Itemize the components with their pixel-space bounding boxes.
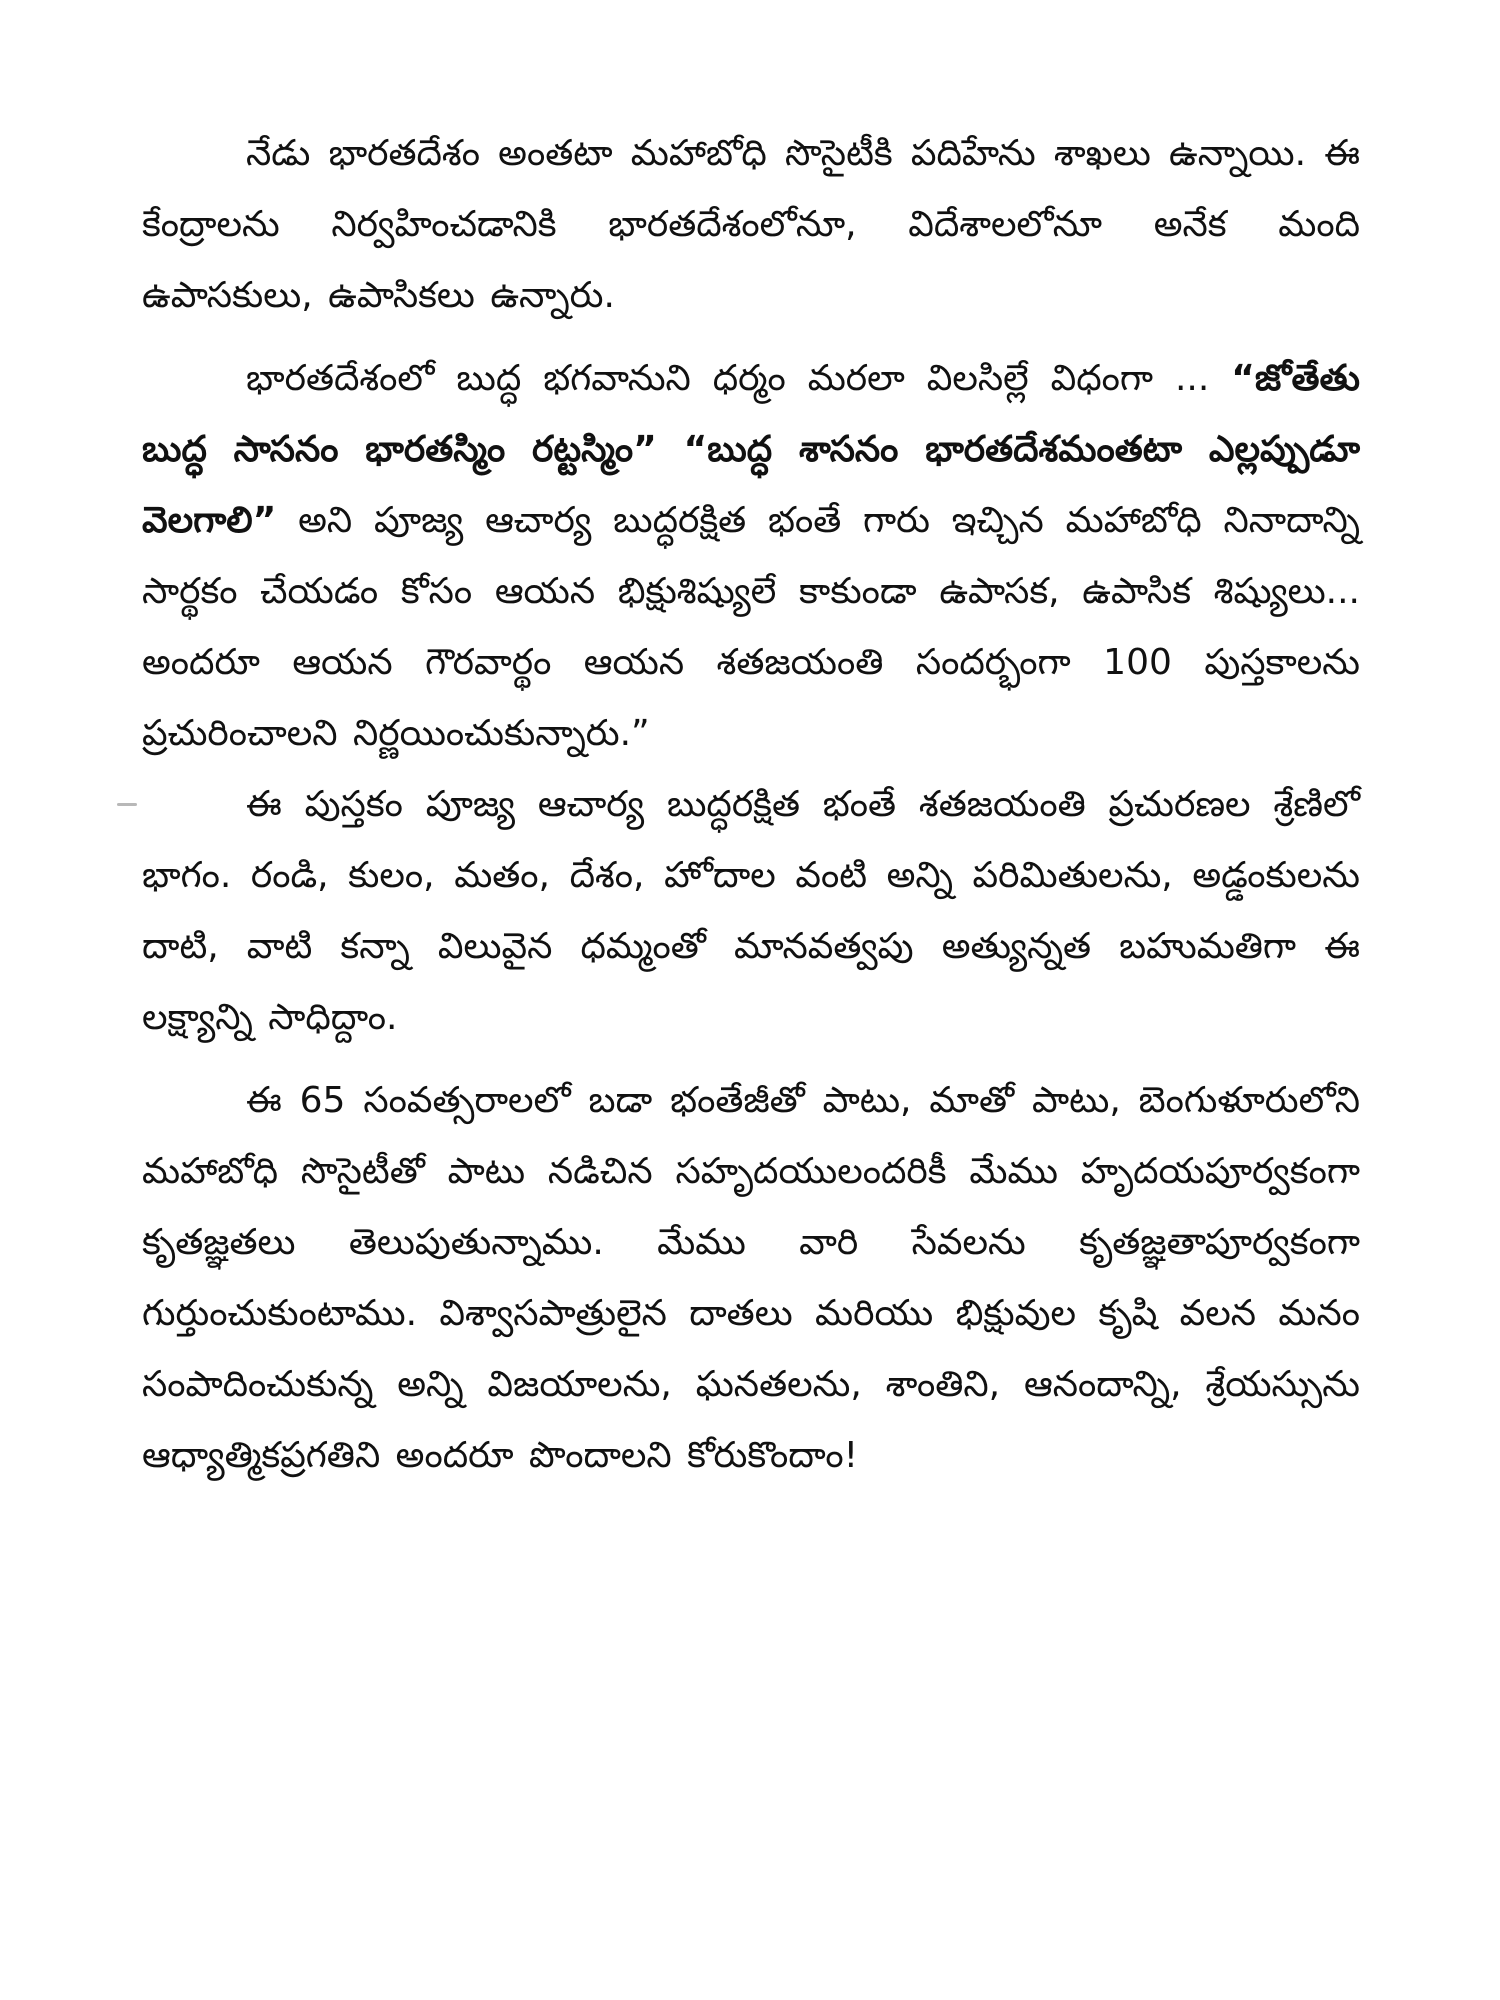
document-body <box>142 118 1360 1491</box>
paragraph-branches-text: నేడు భారతదేశం అంతటా మహాబోధి సొసైటీకి పదిహేను శాఖలు ఉన్నాయి. ఈ కేంద్రాలను నిర్వహించడానికి భారతదేశంలోనూ, విదేశాలలోనూ అనేక మంది ఉపాసకులు, ఉపాసికలు ఉన్నారు. <box>142 133 1360 316</box>
paragraph-gratitude-text: ఈ 65 సంవత్సరాలలో బడా భంతేజీతో పాటు, మాతో పాటు, బెంగుళూరులోని మహాబోధి సొసైటీతో పాటు నడిచిన సహృదయులందరికీ మేము హృదయపూర్వకంగా కృతజ్ఞతలు తెలుపుతున్నాము. మేము వారి సేవలను కృతజ్ఞతాపూర్వకంగా గుర్తుంచుకుంటాము. విశ్వాసపాత్రులైన దాతలు మరియు భిక్షువుల కృషి వలన మనం సంపాదించుకున్న అన్ని విజయాలను, ఘనతలను, శాంతిని, ఆనందాన్ని, శ్రేయస్సును ఆధ్యాత్మికప్రగతిని అందరూ పొందాలని కోరుకొందాం! <box>142 1080 1360 1476</box>
slogan-quote: “జోతేతు బుద్ధ సాసనం భారతస్మిం రట్టస్మిం” “బుద్ధ శాసనం భారతదేశమంతటా ఎల్లప్పుడూ వెలగాలి” <box>142 358 1360 541</box>
paragraph-branches <box>142 118 1360 331</box>
paragraph-slogan <box>142 343 1360 769</box>
paragraph-slogan-intro: భారతదేశంలో బుద్ధ భగవానుని ధర్మం మరలా విలసిల్లే విధంగా ... <box>246 358 1210 399</box>
paragraph-series-text: ఈ పుస్తకం పూజ్య ఆచార్య బుద్ధరక్షిత భంతే శతజయంతి ప్రచురణల శ్రేణిలో భాగం. రండి, కులం, మతం, దేశం, హోదాల వంటి అన్ని పరిమితులను, అడ్డంకులను దాటి, వాటి కన్నా విలువైన ధమ్మంతో మానవత్వపు అత్యున్నత బహుమతిగా ఈ లక్ష్యాన్ని సాధిద్దాం. <box>142 784 1360 1038</box>
paragraph-series <box>142 769 1360 1053</box>
paragraph-gratitude <box>142 1065 1360 1491</box>
scan-mark <box>117 803 137 806</box>
paragraph-slogan-rest: అని పూజ్య ఆచార్య బుద్ధరక్షిత భంతే గారు ఇచ్చిన మహాబోధి నినాదాన్ని సార్థకం చేయడం కోసం ఆయన భిక్షుశిష్యులే కాకుండా ఉపాసక, ఉపాసిక శిష్యులు... అందరూ ఆయన గౌరవార్థం ఆయన శతజయంతి సందర్భంగా 100 పుస్తకాలను ప్రచురించాలని నిర్ణయించుకున్నారు.” <box>142 500 1360 754</box>
